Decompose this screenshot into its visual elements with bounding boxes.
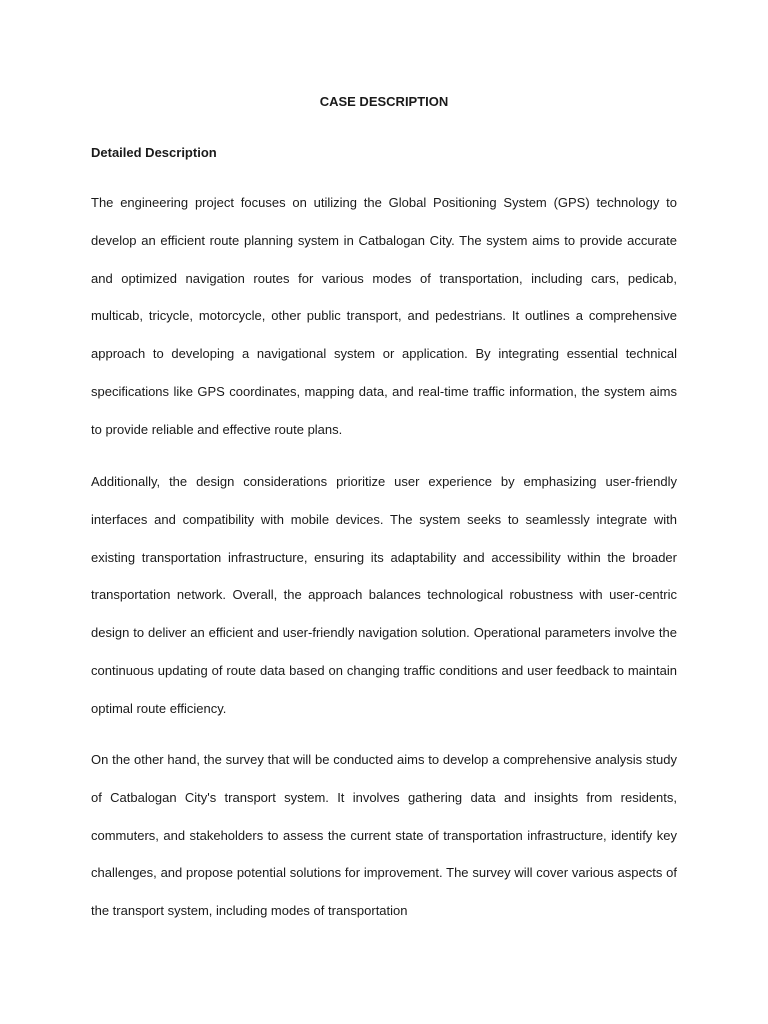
- paragraph-3: On the other hand, the survey that will be conducted aims to develop a comprehensive analysis study of Catbalogan City's transport system. It involves gathering data and insights from residents, commuters, and stakeholders to assess the current state of transportation infrastructure, identify key challenges, and propose potential solutions for improvement. The survey will cover various aspects of the transport system, including modes of transportation: [91, 752, 677, 919]
- paragraph-1: The engineering project focuses on utilizing the Global Positioning System (GPS) technology to develop an efficient route planning system in Catbalogan City. The system aims to provide accurate and optimized navigation routes for various modes of transportation, including cars, pedicab, multicab, tricycle, motorcycle, other public transport, and pedestrians. It outlines a comprehensive approach to developing a navigational system or application. By integrating essential technical specifications like GPS coordinates, mapping data, and real-time traffic information, the system aims to provide reliable and effective route plans.: [91, 195, 677, 437]
- paragraph-2: Additionally, the design considerations prioritize user experience by emphasizing user-friendly interfaces and compatibility with mobile devices. The system seeks to seamlessly integrate with existing transportation infrastructure, ensuring its adaptability and accessibility within the broader transportation network. Overall, the approach balances technological robustness with user-centric design to deliver an efficient and user-friendly navigation solution. Operational parameters involve the continuous updating of route data based on changing traffic conditions and user feedback to maintain optimal route efficiency.: [91, 474, 677, 716]
- section-heading: Detailed Description: [91, 145, 217, 160]
- document-title: CASE DESCRIPTION: [319, 94, 449, 109]
